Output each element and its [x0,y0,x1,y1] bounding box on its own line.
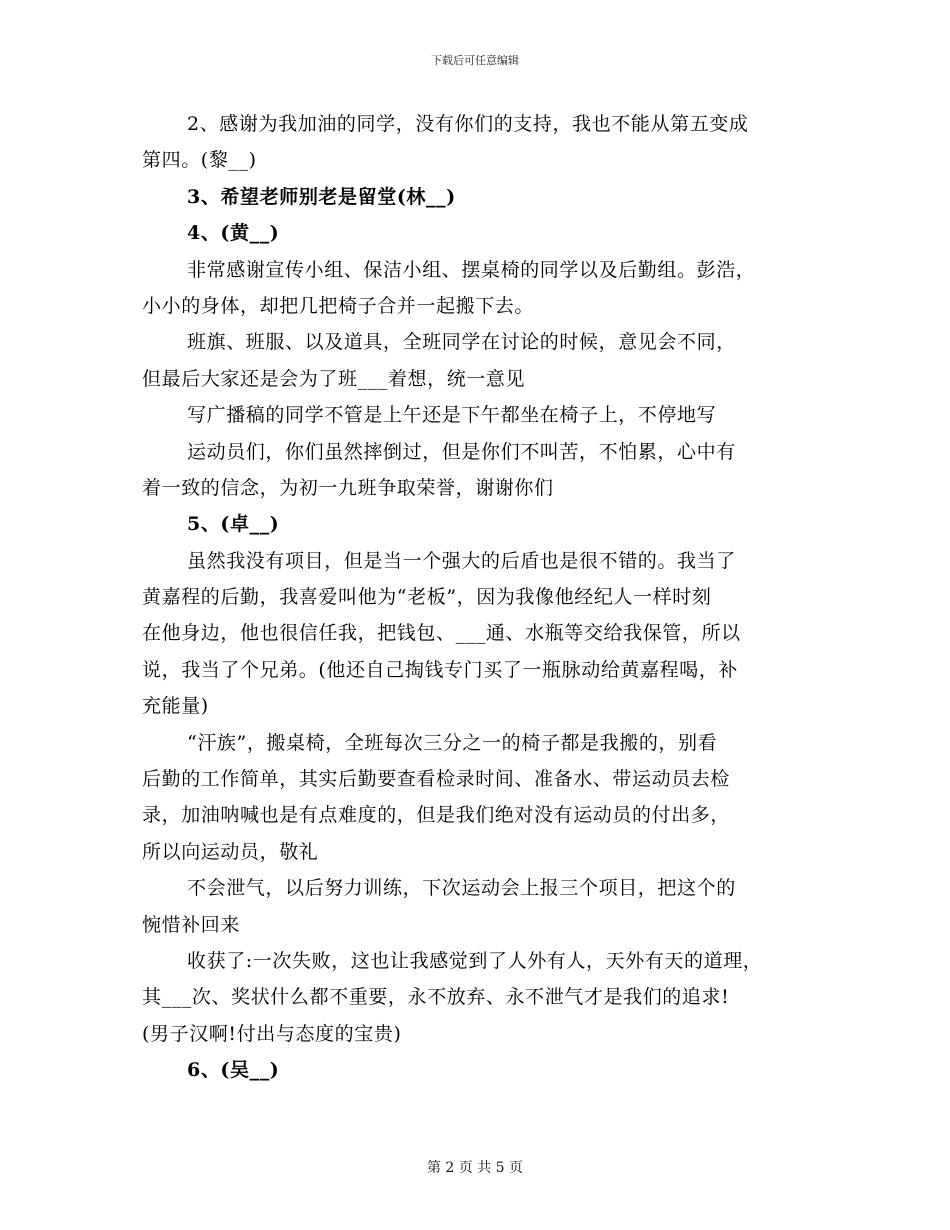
text-line: 运动员们，你们虽然摔倒过，但是你们不叫苦，不怕累，心中有 [187,440,736,463]
text-line: 非常感谢宣传小组、保洁小组、摆桌椅的同学以及后勤组。彭浩， [187,258,756,281]
text-line: 不会泄气，以后努力训练，下次运动会上报三个项目，把这个的 [187,877,736,900]
page-header: 下载后可任意编辑 [431,54,519,67]
text-line: 2、感谢为我加油的同学，没有你们的支持，我也不能从第五变成 [187,113,749,135]
page-footer: 第 2 页 共 5 页 [426,1160,524,1176]
section-heading: 6、(吴__) [187,1059,280,1082]
text-line: 着一致的信念，为初一九班争取荣誉，谢谢你们 [142,476,554,499]
text-line: 班旗、班服、以及道具，全班同学在讨论的时候，意见会不同， [187,331,736,354]
section-heading: 4、(黄__) [187,222,280,245]
text-line: (男子汉啊!付出与态度的宝贵) [142,1022,402,1045]
text-line: 收获了:一次失败，这也让我感觉到了人外有人，天外有天的道理， [187,949,763,972]
text-line: “汗族”，搬桌椅，全班每次三分之一的椅子都是我搬的，别看 [187,731,718,754]
text-line: 所以向运动员，敬礼 [142,840,319,863]
text-line: 后勤的工作简单，其实后勤要查看检录时间、准备水、带运动员去检 [142,768,731,791]
section-heading: 3、希望老师别老是留堂(林__) [187,185,456,208]
document-body [142,106,822,1089]
text-line: 其___次、奖状什么都不重要，永不放弃、永不泄气才是我们的追求! [142,986,730,1009]
text-line: 充能量) [142,695,209,718]
text-line: 说，我当了个兄弟。(他还自己掏钱专门买了一瓶脉动给黄嘉程喝，补 [142,658,739,681]
text-line: 在他身边，他也很信任我，把钱包、___通、水瓶等交给我保管，所以 [142,622,741,645]
text-line: 虽然我没有项目，但是当一个强大的后盾也是很不错的。我当了 [187,549,736,572]
text-line: 录，加油呐喊也是有点难度的，但是我们绝对没有运动员的付出多， [142,804,731,827]
text-line: 写广播稿的同学不管是上午还是下午都坐在椅子上，不停地写 [187,404,717,427]
text-line: 小小的身体，却把几把椅子合并一起搬下去。 [142,294,535,317]
text-line: 惋惜补回来 [142,913,241,936]
text-line: 黄嘉程的后勤，我喜爱叫他为“老板”，因为我像他经纪人一样时刻 [142,586,712,609]
section-heading: 5、(卓__) [187,513,280,536]
text-line: 但最后大家还是会为了班___着想，统一意见 [142,367,526,390]
text-line: 第四。(黎__) [142,149,257,172]
